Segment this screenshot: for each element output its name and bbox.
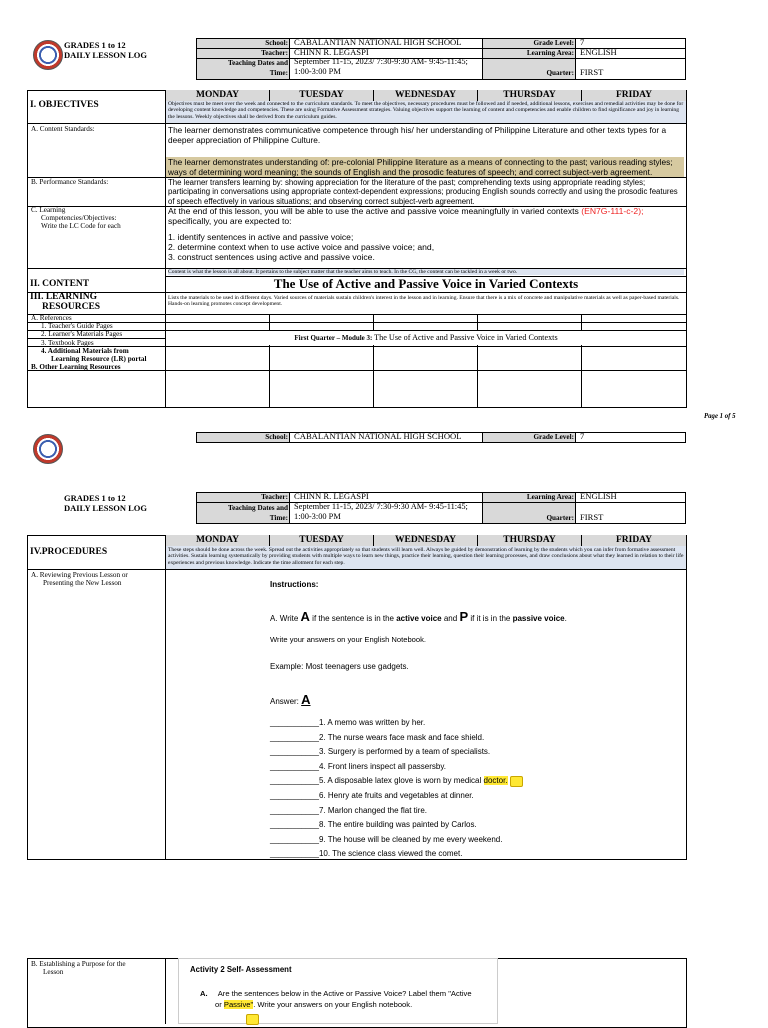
activity2-instruction — [200, 988, 500, 1010]
divider — [27, 322, 687, 323]
quarter-value: FIRST — [580, 512, 604, 522]
references-label: A. References — [31, 314, 72, 322]
school-label: School: — [265, 433, 288, 441]
content-standards-label: A. Content Standards: — [31, 125, 95, 133]
day-monday: MONDAY — [166, 90, 270, 101]
instr-text: A. Write — [270, 614, 299, 623]
answer-blank[interactable]: ___________ — [270, 776, 319, 786]
column-divider — [165, 90, 166, 408]
lc-label — [31, 206, 121, 230]
divider — [477, 314, 478, 408]
answer-value: A — [301, 692, 311, 707]
day-friday: FRIDAY — [582, 90, 686, 101]
lc-code: (EN7G-111-c-2); — [581, 206, 644, 216]
ref-textbook: 3. Textbook Pages — [41, 338, 94, 347]
day-tuesday: TUESDAY — [270, 535, 374, 546]
teacher-value: CHINN R. LEGASPI — [294, 47, 369, 57]
lc-label-line1: C. Learning — [31, 206, 66, 214]
performance-standards-label: B. Performance Standards: — [31, 178, 109, 186]
activity2-heading: Activity 2 Self- Assessment — [190, 965, 292, 974]
answer-blank[interactable]: ___________ — [270, 790, 319, 800]
performance-standards-text: The learner transfers learning by: showing appreciation for the literature of the past; comprehending texts using appropriate reading styles; participating in conversations using appropriate context-dependent expressions; producing English sounds correctly and using the prosodic features of speech effectively in various situations; and observing correct subject-verb agreement. — [168, 178, 678, 206]
content-heading: II. CONTENT — [30, 279, 90, 289]
ref-teachers-guide: 1. Teacher's Guide Pages — [41, 322, 113, 331]
exercise-item — [270, 731, 523, 746]
dates-label: Teaching Dates and — [227, 59, 288, 67]
instr-text: and — [443, 614, 458, 623]
instr-A: A — [300, 609, 310, 624]
form-title — [64, 493, 147, 513]
divider — [581, 314, 582, 408]
answer-blank[interactable]: ___________ — [270, 805, 319, 815]
instr-passive: passive voice — [512, 614, 565, 623]
day-wednesday: WEDNESDAY — [374, 535, 478, 546]
teacher-label: Teacher: — [261, 49, 288, 57]
module-title: The Use of Active and Passive Voice in Varied Contexts — [374, 333, 558, 342]
answer-blank[interactable]: ___________ — [270, 834, 319, 844]
form-title-line1: GRADES 1 to 12 — [64, 40, 126, 50]
exercise-item — [270, 760, 523, 775]
dates-value: September 11-15, 2023/ 7:30-9:30 AM- 9:45-11:45; — [294, 502, 468, 511]
area-value: ENGLISH — [580, 47, 617, 57]
instruction-a — [270, 609, 567, 624]
divider — [27, 569, 687, 570]
lc-text — [168, 206, 684, 262]
ref-additional: 4. Additional Materials from — [41, 346, 129, 355]
exercise-item — [270, 833, 523, 848]
module-reference — [166, 331, 686, 345]
form-title-line2: DAILY LESSON LOG — [64, 50, 147, 60]
dates-value: September 11-15, 2023/ 7:30-9:30 AM- 9:45-11:45; — [294, 57, 468, 66]
time-value: 1:00-3:00 PM — [294, 67, 341, 76]
form-title — [64, 40, 147, 60]
comment-icon[interactable] — [246, 1014, 259, 1025]
instr-active: active voice — [396, 614, 442, 623]
column-divider — [165, 535, 166, 860]
answer-blank[interactable]: ___________ — [270, 761, 319, 771]
activity-text: Are the sentences below in the Active or Passive Voice? Label them "Active — [217, 989, 472, 998]
grade-value: 7 — [580, 37, 585, 47]
exercise-item — [270, 818, 523, 833]
deped-seal-logo — [33, 40, 63, 70]
lr-heading-line1: III. LEARNING — [30, 292, 98, 302]
dates-label: Teaching Dates and — [227, 504, 288, 512]
divider — [269, 314, 270, 408]
school-value: CABALANTIAN NATIONAL HIGH SCHOOL — [294, 37, 462, 47]
answer-blank[interactable]: ___________ — [270, 747, 319, 757]
quarter-label: Quarter: — [546, 514, 574, 522]
deped-seal-logo — [33, 434, 63, 464]
day-thursday: THURSDAY — [478, 90, 582, 101]
activity-text: or — [215, 1000, 222, 1009]
procedures-heading: IV.PROCEDURES — [30, 547, 108, 557]
item-text: 9. The house will be cleaned by me every weekend. — [318, 834, 503, 844]
review-label — [31, 571, 128, 587]
divider — [27, 123, 687, 124]
divider — [27, 292, 687, 293]
content-standards-highlight: The learner demonstrates understanding of: pre-colonial Philippine literature as a means of connecting to the past; various reading styles; ways of determining word meaning; the sounds of English and the prosodic features of speech; and correct subject-verb agreement. — [166, 157, 684, 177]
form-title-line2: DAILY LESSON LOG — [64, 503, 147, 513]
exercise-item — [270, 774, 523, 789]
instr-text: . — [564, 614, 567, 623]
lc-item: 2. determine context when to use active voice and passive voice; and, — [168, 242, 435, 252]
comment-icon[interactable] — [510, 776, 523, 787]
exercise-item — [270, 789, 523, 804]
answer-blank[interactable]: ___________ — [270, 732, 319, 742]
lc-intro: At the end of this lesson, you will be able to use the active and passive voice meaningfully in varied contexts — [168, 206, 579, 216]
page-number: Page 1 of 5 — [704, 413, 736, 420]
review-label-line2: Presenting the New Lesson — [43, 579, 122, 587]
lc-item: 1. identify sentences in active and passive voice; — [168, 232, 354, 242]
highlighted-word: Passive" — [223, 1000, 254, 1009]
time-label: Time: — [269, 69, 288, 77]
exercise-item — [270, 804, 523, 819]
item-text: 5. A disposable latex glove is worn by medical — [318, 776, 482, 786]
module-prefix: First Quarter – Module 3: — [294, 334, 373, 342]
instructions-heading: Instructions: — [270, 580, 319, 589]
area-value: ENGLISH — [580, 491, 617, 501]
content-title: The Use of Active and Passive Voice in Varied Contexts — [273, 276, 579, 291]
exercise-item — [270, 716, 523, 731]
answer-example — [270, 692, 311, 707]
lc-intro2: specifically, you are expected to: — [168, 216, 292, 226]
item-text: 8. The entire building was painted by Carlos. — [318, 820, 477, 830]
item-text: 4. Front liners inspect all passersby. — [318, 761, 446, 771]
day-wednesday: WEDNESDAY — [374, 90, 478, 101]
item-text: 3. Surgery is performed by a team of specialists. — [318, 747, 491, 757]
content-standards-text: The learner demonstrates communicative competence through his/ her understanding of Philippine Literature and other texts types for a deeper appreciation of Philippine Culture. — [168, 125, 667, 145]
teacher-value: CHINN R. LEGASPI — [294, 491, 369, 501]
divider — [27, 346, 687, 347]
answer-label: Answer: — [270, 697, 299, 706]
highlighted-word: doctor. — [483, 776, 508, 786]
grade-value: 7 — [580, 431, 585, 441]
grade-label: Grade Level: — [533, 39, 574, 47]
exercise-item — [270, 847, 523, 862]
school-value: CABALANTIAN NATIONAL HIGH SCHOOL — [294, 431, 462, 441]
item-text: 1. A memo was written by her. — [318, 718, 426, 727]
day-thursday: THURSDAY — [478, 535, 582, 546]
write-answers-note: Write your answers on your English Notebook. — [270, 635, 427, 644]
ref-learners-materials: 2. Learner's Materials Pages — [41, 330, 123, 339]
answer-blank[interactable]: ___________ — [270, 820, 319, 830]
content-note: Content is what the lesson is all about. It pertains to the subject matter that the teacher aims to teach. In the CG, the content can be tackled in a week or two. — [168, 269, 684, 275]
instr-P: P — [459, 609, 469, 624]
other-resources-label: B. Other Learning Resources — [31, 363, 121, 372]
lc-label-line3: Write the LC Code for each — [41, 222, 121, 230]
objectives-note: Objectives must be meet over the week and connected to the curriculum standards. To meet the objectives, necessary procedures must be followed and if needed, additional lessons, exercises and remedial activities may be done for developing content knowledge and competencies. These are using Formative Assessment strategies. Valuing objectives support the learning of content and competencies and enable children to find significance and joy in learning the lessons. Weekly objectives shall be derived from the curriculum guides. — [168, 101, 684, 120]
item-text: 6. Henry ate fruits and vegetables at dinner. — [318, 790, 474, 800]
example-sentence: Example: Most teenagers use gadgets. — [270, 662, 409, 671]
school-label: School: — [265, 39, 288, 47]
area-label: Learning Area: — [526, 493, 574, 501]
learning-resources-heading — [30, 292, 100, 312]
item-text: 7. Marlon changed the flat tire. — [318, 805, 428, 815]
instr-text: if it is in the — [470, 614, 511, 623]
lc-item: 3. construct sentences using active and passive voice. — [168, 252, 375, 262]
area-label: Learning Area: — [526, 49, 574, 57]
purpose-label — [31, 960, 126, 976]
lr-note: Lists the materials to be used in different days. Varied sources of materials sustain children's interest in the lesson and in learning. Ensure that there is a mix of concrete and manipulative materials as well as paper-based materials. Hands-on learning promotes concept development. — [168, 295, 680, 308]
time-label: Time: — [269, 514, 288, 522]
exercise-item — [270, 745, 523, 760]
item-text: 2. The nurse wears face mask and face shield. — [318, 732, 485, 742]
teacher-label: Teacher: — [261, 493, 288, 501]
objectives-heading: I. OBJECTIVES — [30, 100, 99, 110]
day-monday: MONDAY — [166, 535, 270, 546]
answer-blank[interactable]: ___________ — [270, 718, 319, 727]
divider — [27, 370, 687, 371]
divider — [373, 314, 374, 408]
lc-label-line2: Competencies/Objectives: — [41, 214, 117, 222]
time-value: 1:00-3:00 PM — [294, 512, 341, 521]
lr-heading-line2: RESOURCES — [42, 302, 101, 312]
quarter-label: Quarter: — [546, 69, 574, 77]
day-friday: FRIDAY — [582, 535, 686, 546]
column-divider — [165, 958, 166, 1024]
instr-text: if the sentence is in the — [312, 614, 394, 623]
grade-label: Grade Level: — [533, 433, 574, 441]
day-tuesday: TUESDAY — [270, 90, 374, 101]
item-text: 10. The science class viewed the comet. — [318, 849, 463, 859]
procedures-note: These steps should be done across the week. Spread out the activities appropriately so that students will learn well. Always be guided by demonstration of learning by the students which you can infer from formative assessment activities. Sustain learning systematically by providing students with multiple ways to learn new things, practice their learning, question their learning processes, and draw conclusions about what they learned in relation to their life experiences and previous knowledge. Indicate the time allotment for each step. — [168, 547, 684, 566]
answer-blank[interactable]: ___________ — [270, 849, 319, 859]
ref-additional-2: Learning Resource (LR) portal — [51, 355, 147, 364]
activity-text: . Write your answers on your English notebook. — [253, 1000, 413, 1009]
purpose-label-line1: B. Establishing a Purpose for the — [31, 960, 126, 968]
review-label-line1: A. Reviewing Previous Lesson or — [31, 571, 128, 579]
quarter-value: FIRST — [580, 67, 604, 77]
purpose-label-line2: Lesson — [43, 968, 64, 976]
exercise-items — [270, 716, 523, 862]
form-title-line1: GRADES 1 to 12 — [64, 493, 126, 503]
activity-letter: A. — [200, 989, 208, 998]
